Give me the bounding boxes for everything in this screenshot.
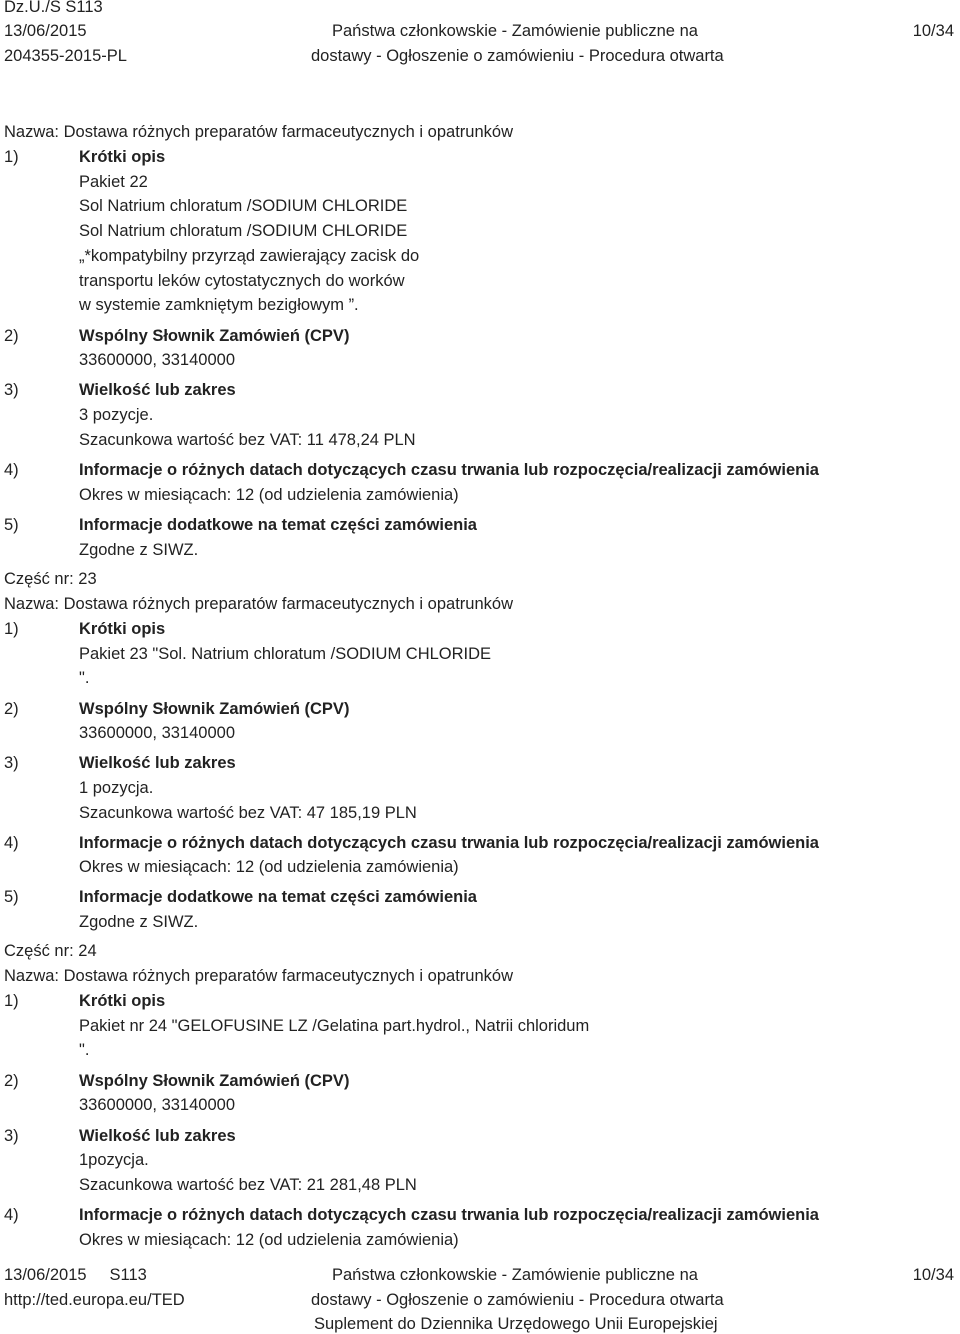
header-page-number: 10/34 xyxy=(912,22,954,40)
footer-title-line1: Państwa członkowskie - Zamówienie publiczne na xyxy=(332,1266,698,1284)
section-heading-dates: Informacje o różnych datach dotyczących czasu trwania lub rozpoczęcia/realizacji zamówienia xyxy=(79,1206,819,1224)
section-number: 1) xyxy=(4,148,19,166)
part-number: Część nr: 23 xyxy=(4,570,97,588)
estimated-value: Szacunkowa wartość bez VAT: 47 185,19 PLN xyxy=(79,804,417,822)
quantity: 1 pozycja. xyxy=(79,779,154,797)
section-heading-cpv: Wspólny Słownik Zamówień (CPV) xyxy=(79,327,350,345)
additional-info: Zgodne z SIWZ. xyxy=(79,541,199,559)
quantity: 1pozycja. xyxy=(79,1151,149,1169)
section-heading-quantity: Wielkość lub zakres xyxy=(79,381,236,399)
section-heading-quantity: Wielkość lub zakres xyxy=(79,1127,236,1145)
section-heading-additional-info: Informacje dodatkowe na temat części zamówienia xyxy=(79,516,477,534)
section-number: 5) xyxy=(4,516,19,534)
journal-ref: Dz.U./S S113 xyxy=(4,0,103,16)
notice-number: 204355-2015-PL xyxy=(4,47,127,65)
description-line: Sol Natrium chloratum /SODIUM CHLORIDE xyxy=(79,197,408,215)
description-line: Pakiet 23 "Sol. Natrium chloratum /SODIUM CHLORIDE xyxy=(79,645,492,663)
description-line: ". xyxy=(79,1041,90,1059)
duration: Okres w miesiącach: 12 (od udzielenia zamówienia) xyxy=(79,1231,459,1249)
section-number: 3) xyxy=(4,754,19,772)
part-number: Część nr: 24 xyxy=(4,942,97,960)
description-line: Pakiet nr 24 "GELOFUSINE LZ /Gelatina part.hydrol., Natrii chloridum xyxy=(79,1017,590,1035)
estimated-value: Szacunkowa wartość bez VAT: 21 281,48 PLN xyxy=(79,1176,417,1194)
section-number: 4) xyxy=(4,834,19,852)
part-name: Nazwa: Dostawa różnych preparatów farmaceutycznych i opatrunków xyxy=(4,123,513,141)
section-heading-dates: Informacje o różnych datach dotyczących czasu trwania lub rozpoczęcia/realizacji zamówienia xyxy=(79,834,819,852)
header-title-line2: dostawy - Ogłoszenie o zamówieniu - Procedura otwarta xyxy=(311,47,724,65)
section-number: 3) xyxy=(4,381,19,399)
section-number: 5) xyxy=(4,888,19,906)
section-heading-additional-info: Informacje dodatkowe na temat części zamówienia xyxy=(79,888,477,906)
header-title-line1: Państwa członkowskie - Zamówienie publiczne na xyxy=(332,22,698,40)
section-heading-cpv: Wspólny Słownik Zamówień (CPV) xyxy=(79,1072,350,1090)
description-line: ". xyxy=(79,669,90,687)
cpv-codes: 33600000, 33140000 xyxy=(79,1096,235,1114)
section-number: 2) xyxy=(4,700,19,718)
section-number: 1) xyxy=(4,992,19,1010)
description-line: transportu leków cytostatycznych do worków xyxy=(79,272,405,290)
section-number: 2) xyxy=(4,1072,19,1090)
duration: Okres w miesiącach: 12 (od udzielenia zamówienia) xyxy=(79,486,459,504)
section-number: 1) xyxy=(4,620,19,638)
footer-date-series: 13/06/2015 S113 xyxy=(4,1266,147,1284)
section-heading-short-description: Krótki opis xyxy=(79,620,166,638)
cpv-codes: 33600000, 33140000 xyxy=(79,351,235,369)
section-heading-short-description: Krótki opis xyxy=(79,148,166,166)
section-heading-short-description: Krótki opis xyxy=(79,992,166,1010)
description-line: „*kompatybilny przyrząd zawierający zacisk do xyxy=(79,247,420,265)
additional-info: Zgodne z SIWZ. xyxy=(79,913,199,931)
section-heading-dates: Informacje o różnych datach dotyczących czasu trwania lub rozpoczęcia/realizacji zamówienia xyxy=(79,461,819,479)
section-heading-quantity: Wielkość lub zakres xyxy=(79,754,236,772)
footer-url-link[interactable]: http://ted.europa.eu/TED xyxy=(4,1291,185,1309)
section-number: 2) xyxy=(4,327,19,345)
quantity: 3 pozycje. xyxy=(79,406,154,424)
part-name: Nazwa: Dostawa różnych preparatów farmaceutycznych i opatrunków xyxy=(4,595,513,613)
section-number: 4) xyxy=(4,1206,19,1224)
description-line: Sol Natrium chloratum /SODIUM CHLORIDE xyxy=(79,222,408,240)
header-date: 13/06/2015 xyxy=(4,22,87,40)
footer-page-number: 10/34 xyxy=(912,1266,954,1284)
footer-title-line2: dostawy - Ogłoszenie o zamówieniu - Procedura otwarta xyxy=(311,1291,724,1309)
section-heading-cpv: Wspólny Słownik Zamówień (CPV) xyxy=(79,700,350,718)
estimated-value: Szacunkowa wartość bez VAT: 11 478,24 PLN xyxy=(79,431,416,449)
cpv-codes: 33600000, 33140000 xyxy=(79,724,235,742)
part-name: Nazwa: Dostawa różnych preparatów farmaceutycznych i opatrunków xyxy=(4,967,513,985)
section-number: 4) xyxy=(4,461,19,479)
footer-title-line3: Suplement do Dziennika Urzędowego Unii Europejskiej xyxy=(314,1315,718,1333)
description-line: w systemie zamkniętym bezigłowym ”. xyxy=(79,296,359,314)
duration: Okres w miesiącach: 12 (od udzielenia zamówienia) xyxy=(79,858,459,876)
section-number: 3) xyxy=(4,1127,19,1145)
description-line: Pakiet 22 xyxy=(79,173,148,191)
